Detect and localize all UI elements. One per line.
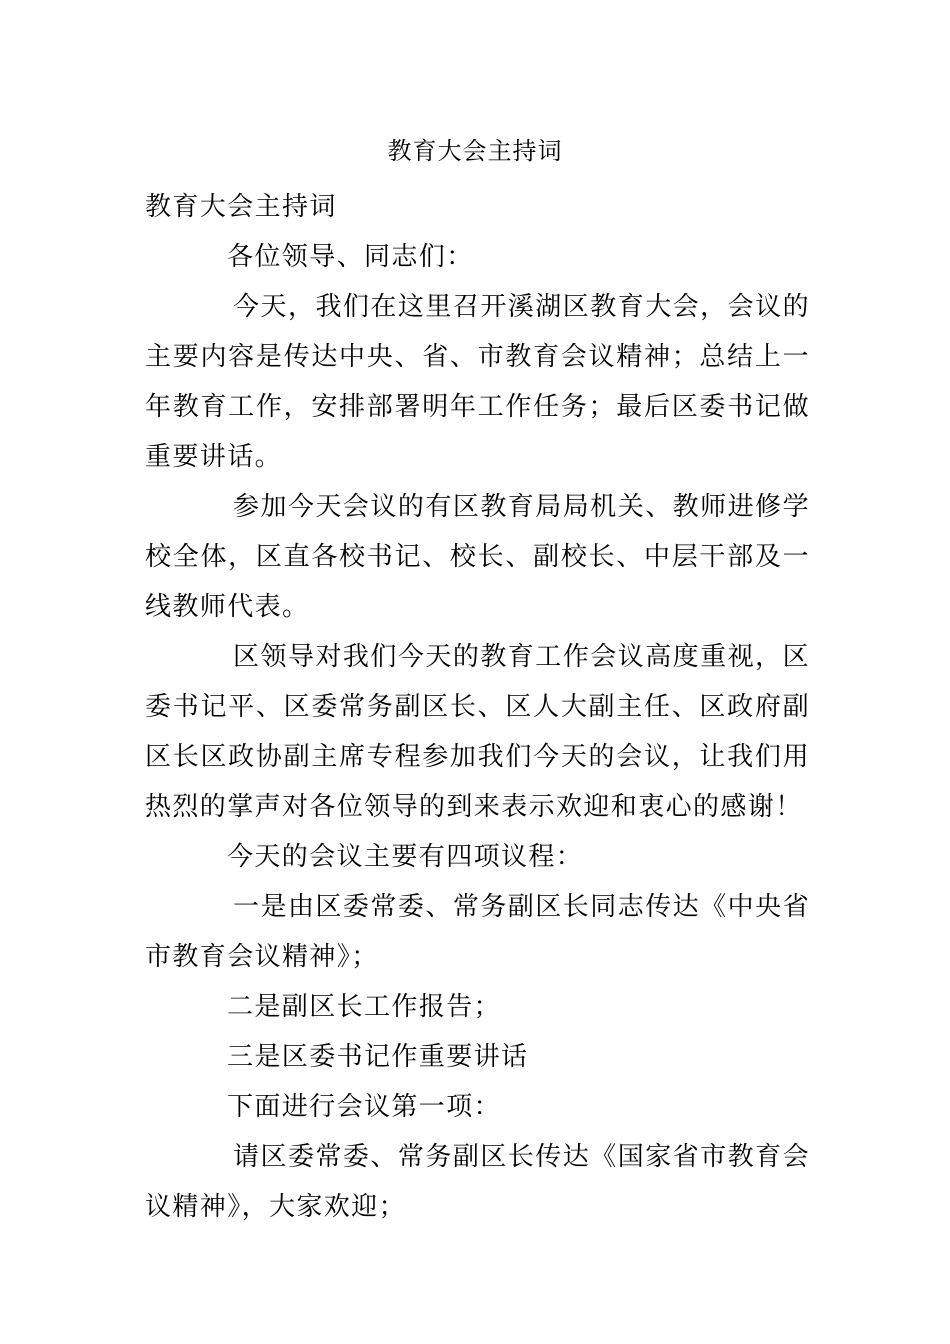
- document-body: [145, 182, 810, 1232]
- agenda-item-1: 一是由区委常委、常务副区长同志传达《中央省市教育会议精神》；: [145, 892, 810, 972]
- leaders-paragraph: 区领导对我们今天的教育工作会议高度重视，区委书记平、区委常务副区长、区人大副主任、区政府副区长区政协副主席专程参加我们今天的会议，让我们用热烈的掌声对各位领导的到来表示欢迎和衷心的感谢！: [145, 642, 810, 822]
- document-title: 教育大会主持词: [387, 137, 563, 165]
- salutation-paragraph: 各位领导、同志们：: [227, 242, 474, 272]
- agenda-item-2: 二是副区长工作报告；: [227, 992, 502, 1022]
- heading-paragraph: 教育大会主持词: [145, 192, 337, 222]
- first-item-intro-paragraph: 下面进行会议第一项：: [227, 1092, 502, 1122]
- attendees-paragraph: 参加今天会议的有区教育局局机关、教师进修学校全体，区直各校书记、校长、副校长、中层干部及一线教师代表。: [145, 492, 810, 622]
- opening-paragraph: 今天，我们在这里召开溪湖区教育大会，会议的主要内容是传达中央、省、市教育会议精神；总结上一年教育工作，安排部署明年工作任务；最后区委书记做重要讲话。: [145, 292, 810, 472]
- agenda-intro-paragraph: 今天的会议主要有四项议程：: [227, 842, 584, 872]
- first-item-paragraph: 请区委常委、常务副区长传达《国家省市教育会议精神》，大家欢迎；: [145, 1142, 810, 1222]
- agenda-item-3: 三是区委书记作重要讲话: [227, 1042, 529, 1072]
